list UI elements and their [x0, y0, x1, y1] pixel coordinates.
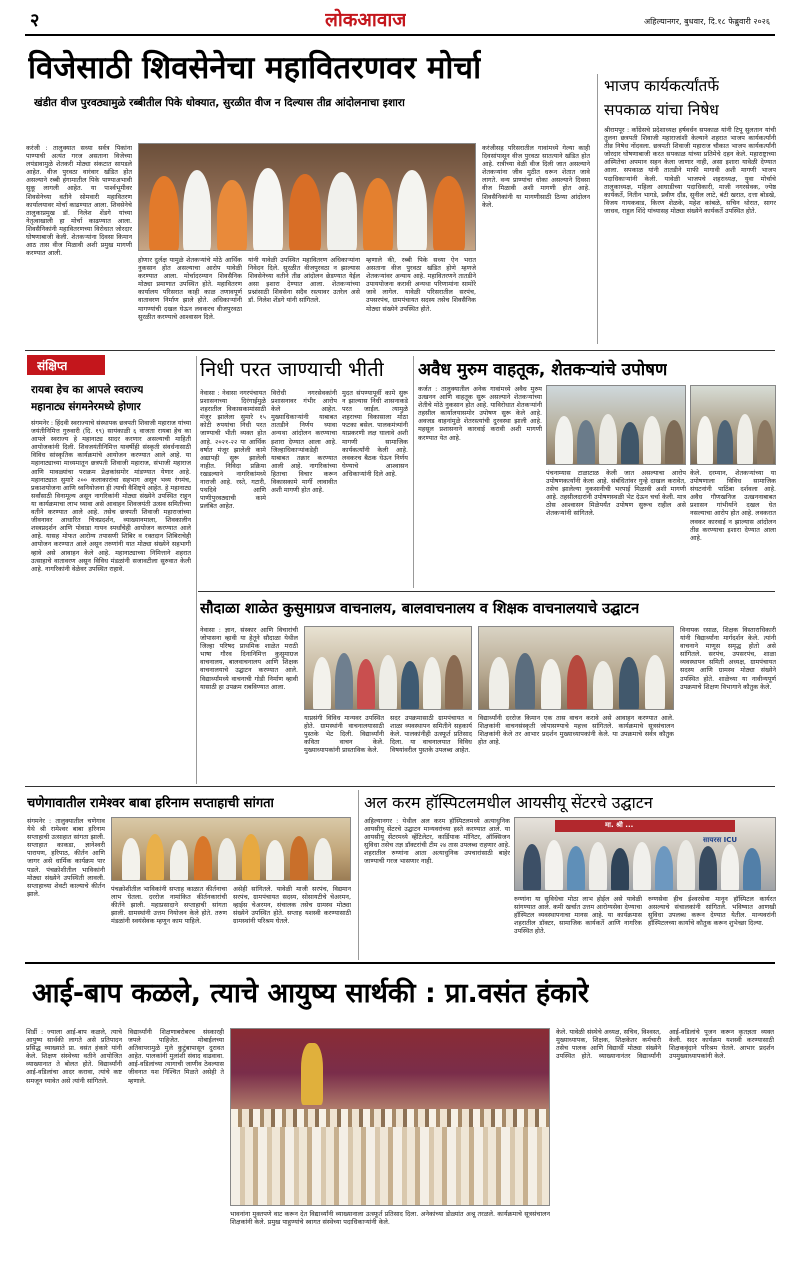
kusumagraj-col-3: सदर उपक्रमासाठी ग्रामपंचायत व शाळा व्यवस्थापन समितीने सहकार्य केले. पालकांनीही उत्स्फूर्त प्रतिसाद दिला. या वाचनालयात विविध विषयांवरील पुस्तके उपलब्ध आहेत. — [390, 714, 472, 755]
murum-col-3: केले. दरम्यान, शेतकऱ्यांच्या या उपोषणाला विविध सामाजिक संघटनांनी पाठिंबा दर्शवला आहे. अवैध गौणखनिज उत्खननाबाबत प्रशासन गांभीर्याने दखल घेत नसल्याचा आरोप होत आहे. लवकरात लवकर कारवाई न झाल्यास आंदोलन तीव्र करण्याचा इशारा देण्यात आला आहे. — [690, 469, 776, 542]
harinam-story — [25, 789, 355, 959]
bottom-col-4: केले. यावेळी संस्थेचे अध्यक्ष, सचिव, विश्वस्त, मुख्याध्यापक, शिक्षक, शिक्षकेतर कर्मचारी तसेच पालक आणि विद्यार्थी मोठ्या संख्येने उपस्थित होते. व्याख्यानानंतर विद्यार्थ्यांनी आई-वडिलांचे पूजन करून कृतज्ञता व्यक्त केली. सदर कार्यक्रम यशस्वी करण्यासाठी शिक्षकवृंदाने परिश्रम घेतले. आभार प्रदर्शन उपमुख्याध्यापकांनी केले. — [556, 1028, 774, 1061]
page-number: २ — [30, 10, 40, 31]
bjp-headline-line-1: भाजप कार्यकर्त्यांतर्फे — [604, 77, 720, 95]
stage-speaker — [301, 1043, 323, 1105]
icu-col-3: रुग्णसेवा हीच ईश्वरसेवा मानून हॉस्पिटल कार्यरत असल्याचे संचालकांनी सांगितले. भविष्यात आणखी सुविधा उपलब्ध करून देण्यात येतील. मान्यवरांनी हॉस्पिटलच्या कार्याचे कौतुक करून शुभेच्छा दिल्या. — [648, 895, 776, 928]
kusumagraj-col-1: नेवासा : ज्ञान, संस्कार आणि विचारांची जोपासना व्हावी या हेतूने सौदाळा येथील जिल्हा परिषद प्राथमिक शाळेत मराठी भाषा गौरव दिनानिमित्त कुसुमाग्रज वाचनालय, बालवाचनालय आणि शिक्षक वाचनालयाचे उद्घाटन करण्यात आले. विद्यार्थ्यांमध्ये वाचनाची गोडी निर्माण व्हावी यासाठी हा उपक्रम राबविण्यात आला. — [200, 626, 298, 691]
kusumagraj-col-4: विद्यार्थ्यांनी दररोज किमान एक तास वाचन करावे असे आवाहन करण्यात आले. शिक्षकांनी वाचनसंस्कृती जोपासण्याचे महत्त्व सांगितले. कार्यक्रमाचे सूत्रसंचालन शिक्षकांनी केले तर आभार प्रदर्शन मुख्याध्यापकांनी केले. या उपक्रमाचे सर्वत्र कौतुक होत आहे. — [478, 714, 674, 747]
kusumagraj-col-2: याप्रसंगी विविध मान्यवर उपस्थित होते. ग्रामस्थांनी वाचनालयासाठी पुस्तके भेट दिली. विद्यार्थ्यांनी कविता वाचन केले. मुख्याध्यापकांनी प्रास्ताविक केले. — [304, 714, 384, 755]
nidhi-col-2: विरोधी नगरसेवकांनी प्रशासनावर गंभीर आरोप केले आहेत. मुख्याधिकाऱ्यांनी याबाबत तातडीने निर्णय घ्यावा अन्यथा आंदोलन करण्याचा इशारा देण्यात आला आहे. जिल्हाधिकाऱ्यांकडेही याबाबत तक्रार करण्यात आली आहे. नागरिकांच्या हिताचा विचार करून विकासकामे मार्गी लावावीत अशी मागणी होत आहे. — [271, 389, 337, 495]
top-divider — [597, 74, 598, 344]
farmers-group-photo — [690, 385, 776, 465]
top-story-col-5: करंजीसह परिसरातील गावांमध्ये गेल्या काही दिवसांपासून वीज पुरवठा सातत्याने खंडित होत आहे. रात्रीच्या वेळी वीज दिली जात असल्याने शेतकऱ्यांना जीव मुठीत धरून शेतात जावे लागते. वन्य प्राण्यांचा धोका असल्याने दिवसा वीज मिळावी अशी मागणी होत आहे. शिवसैनिकांनी या मागणीसाठी ठिय्या आंदोलन केले. — [482, 144, 590, 209]
nidhi-divider — [413, 356, 414, 588]
harinam-col-3: असेही सांगितले. यावेळी माजी सरपंच, विद्यमान सरपंच, ग्रामपंचायत सदस्य, सोसायटीचे चेअरमन, व्हाईस चेअरमन, संचालक तसेच ग्रामस्थ मोठ्या संख्येने उपस्थित होते. सप्ताह यशस्वी करण्यासाठी ग्रामस्थांनी परिश्रम घेतले. — [233, 885, 351, 926]
sankshipt-divider — [196, 356, 197, 784]
icu-inauguration-photo — [514, 817, 776, 891]
murum-headline: अवैध मुरुम वाहतूक, शेतकऱ्यांचे उपोषण — [418, 360, 668, 380]
rule-4 — [25, 962, 775, 964]
bjp-story — [600, 74, 778, 350]
dateline: अहिल्यानगर, बुधवार, दि.१८ फेब्रुवारी २०२६ — [644, 17, 770, 26]
icu-signage: सायरस ICU — [703, 836, 738, 844]
sankshipt-headline-2: महानाट्य संगमनेरमध्ये होणार — [31, 401, 141, 413]
harinam-col-1: संगमनेर : तालुक्यातील चणेगाव येथे श्री रामेश्वर बाबा हरिनाम सप्ताहाची उत्साहात सांगता झाली. सप्ताहात काकडा, ज्ञानेश्वरी पारायण, हरिपाठ, कीर्तन आणि जागर असे धार्मिक कार्यक्रम पार पडले. पंचक्रोशीतील भाविकांनी मोठ्या संख्येने उपस्थिती लावली. सप्ताहाच्या शेवटी काल्याचे कीर्तन झाले. — [27, 817, 105, 898]
icu-col-1: अहिल्यानगर : येथील अल करम हॉस्पिटलमध्ये अत्याधुनिक आयसीयू सेंटरचे उद्घाटन मान्यवरांच्या हस्ते करण्यात आले. या आयसीयू सेंटरमध्ये व्हेंटिलेटर, कार्डियाक मॉनिटर, ऑक्सिजन सुविधा तसेच तज्ञ डॉक्टरांची टीम २४ तास उपलब्ध राहणार आहे. शहरातील रुग्णांना आता अत्याधुनिक उपचारांसाठी बाहेर जाण्याची गरज भासणार नाही. — [364, 817, 510, 866]
rule-2 — [198, 591, 775, 592]
bjp-body: श्रीरामपूर : काँग्रेसचे प्रदेशाध्यक्ष हर्षवर्धन सपकाळ यांनी टिपू सुलतान यांची तुलना छत्रपती शिवाजी महाराजांशी केल्याने शहरात भाजप कार्यकर्त्यांनी तीव्र निषेध नोंदवला. छत्रपती शिवाजी महाराज चौकात भाजप कार्यकर्त्यांनी जोरदार घोषणाबाजी करत सपकाळ यांच्या प्रतिमेचे दहन केले. महाराष्ट्राच्या अस्मितेचा अपमान सहन केला जाणार नाही, असा इशारा यावेळी देण्यात आला. सपकाळ यांनी तातडीने माफी मागावी अशी मागणी भाजप पदाधिकाऱ्यांनी केली. यावेळी भाजपचे शहराध्यक्ष, युवा मोर्चाचे तालुकाध्यक्ष, महिला आघाडीच्या पदाधिकारी, माजी नगरसेवक, ज्येष्ठ कार्यकर्ते, नितीन भागडे, प्रवीण दौंड, सुनील लाटे, बंटी खरात, दत्ता बोडखे, विजय गायकवाड, किरण शेळके, महेश कांबळे, सचिन थोरात, सागर जाधव, राहुल शिंदे यांच्यासह मोठ्या संख्येने कार्यकर्ते उपस्थित होते. — [604, 126, 776, 215]
kusumagraj-story — [198, 594, 778, 784]
rule-1 — [25, 350, 775, 351]
top-story-col-3: यांनी यावेळी उपस्थित महावितरण अधिकाऱ्यांना निवेदन दिले. सुरळीत वीजपुरवठा न झाल्यास शिवसेनेच्या वतीने तीव्र आंदोलन छेडण्यात येईल असा इशारा देण्यात आला. शेतकऱ्यांच्या प्रश्नांसाठी शिवसेना सदैव रस्त्यावर उतरेल असे डॉ. निलेश शेंडगे यांनी सांगितले. — [248, 256, 360, 305]
sankshipt-body: संगमनेर : हिंदवी स्वराज्याचे संस्थापक छत्रपती शिवाजी महाराज यांच्या जयंतीनिमित्त गुरुवारी (दि. १९) सायंकाळी ६ वाजता रायबा हेच का आपले स्वराज्य हे महानाट्य सादर करणार असल्याची माहिती आयोजकांनी दिली. शिवजयंतीनिमित्त यावर्षीही संस्कृती संवर्धनासाठी विविध सांस्कृतिक कार्यक्रमांचे आयोजन करण्यात आले आहे. या महानाट्याच्या माध्यमातून छत्रपती शिवाजी महाराज, संभाजी महाराज आणि मावळ्यांचा पराक्रम प्रेक्षकांसमोर मांडण्यात येणार आहे. महानाट्यात सुमारे २०० कलाकारांचा सहभाग असून भव्य रंगमंच, प्रकाशयोजना आणि ध्वनियोजना ही त्याची वैशिष्ट्ये आहेत. हे महानाट्य सर्वांसाठी विनामूल्य असून नागरिकांनी मोठ्या संख्येने उपस्थित राहून या कार्यक्रमाचा लाभ घ्यावा असे आवाहन शिवजयंती उत्सव समितीच्या वतीने करण्यात आले आहे. तसेच छत्रपती शिवाजी महाराजांच्या जीवनावर आधारित चित्रप्रदर्शन, व्याख्यानमाला, शिवकालीन शस्त्रप्रदर्शन आणि पोवाडा गायन स्पर्धांचेही आयोजन करण्यात आले आहे. यासह मोफत आरोग्य तपासणी शिबिर व रक्तदान शिबिराचेही आयोजन करण्यात आले असून तरुणांनी यात मोठ्या संख्येने सहभागी व्हावे असे आवाहन केले आहे. महानाट्याच्या निमित्ताने शहरात उत्साहाचे वातावरण असून विविध मंडळांनी सजावटीला सुरुवात केली आहे. नागरिकांनी वेळेवर उपस्थित राहावे. — [31, 419, 191, 573]
saptah-felicitation-photo — [111, 817, 351, 881]
sankshipt-box — [25, 353, 194, 785]
nidhi-story — [198, 353, 410, 591]
murum-story — [416, 353, 778, 591]
top-story-col-4: म्हणाले की, रब्बी पिके सध्या ऐन भरात असताना वीज पुरवठा खंडित होणे म्हणजे शेतकऱ्यांवर अन्याय आहे. महावितरणने तातडीने उपाययोजना करावी अन्यथा परिणामांना सामोरे जावे लागेल. यावेळी परिसरातील सरपंच, उपसरपंच, ग्रामपंचायत सदस्य तसेच शिवसैनिक मोठ्या संख्येने उपस्थित होते. — [366, 256, 476, 313]
icu-col-2: रुग्णांना या सुविधेचा मोठा लाभ होईल असे यावेळी सांगण्यात आले. कमी खर्चात उत्तम आरोग्यसेवा देण्याचा हॉस्पिटल व्यवस्थापनाचा मानस आहे. या कार्यक्रमास शहरातील डॉक्टर, सामाजिक कार्यकर्ते आणि नागरिक उपस्थित होते. — [514, 895, 642, 936]
bottom-story — [22, 966, 778, 1266]
lecture-audience-photo — [230, 1028, 550, 1206]
top-story-col-2: होणार दुर्लक्ष यामुळे शेतकऱ्यांचे मोठे आर्थिक नुकसान होत असल्याचा आरोप यावेळी करण्यात आला. मोर्चादरम्यान शिवसैनिक मोठ्या प्रमाणात उपस्थित होते. महावितरण कार्यालय परिसरात काही काळ तणावपूर्ण वातावरण निर्माण झाले होते. अधिकाऱ्यांनी मागण्यांची दखल घेऊन लवकरच वीजपुरवठा सुरळीत करण्याचे आश्वासन दिले. — [138, 256, 242, 321]
bjp-headline-line-2: सपकाळ यांचा निषेध — [604, 101, 719, 119]
bottom-col-3: भावनांना मुक्तपणे वाट करून देत विद्यार्थ्यांनी व्याख्यानाला उत्स्फूर्त प्रतिसाद दिला. अनेकांच्या डोळ्यांत अश्रू तरळले. कार्यक्रमाचे सूत्रसंचालन शिक्षकांनी केले. प्रमुख पाहुण्यांचे स्वागत संस्थेच्या पदाधिकाऱ्यांनी केले. — [230, 1210, 550, 1227]
sankshipt-label: संक्षिप्त — [37, 359, 68, 373]
bottom-headline: आई-बाप कळले, त्याचे आयुष्य सार्थकी : प्रा.वसंत हंकारे — [32, 978, 589, 1009]
nidhi-headline: निधी परत जाण्याची भीती — [200, 357, 384, 381]
icu-banner — [555, 820, 735, 832]
sankshipt-headline-1: रायबा हेच का आपले स्वराज्य — [31, 384, 144, 396]
masthead — [0, 0, 800, 38]
harinam-divider — [358, 790, 359, 960]
bottom-col-1: शिर्डी : ज्याला आई-बाप कळले, त्याचे आयुष्य सार्थकी लागते असे प्रतिपादन प्रसिद्ध व्याख्याते प्रा. वसंत हंकारे यांनी केले. शिक्षण संस्थेच्या वतीने आयोजित व्याख्यानात ते बोलत होते. विद्यार्थ्यांनी आई-वडिलांचा आदर करावा, त्यांचे कष्ट समजून घ्यावेत असे त्यांनी सांगितले. — [26, 1028, 122, 1085]
top-story-col-1: करंजी : तालुक्यात सध्या सर्वत्र पिकांना पाण्याची अत्यंत गरज असताना विजेच्या लपंडावामुळे शेतकरी मोठ्या संकटात सापडले आहेत. वीज पुरवठा वारंवार खंडित होत असल्याने रब्बी हंगामातील पिके पाण्याअभावी सुकू लागली आहेत. या पार्श्वभूमीवर शिवसेनेच्या वतीने सोमवारी महावितरण कार्यालयावर मोर्चा काढण्यात आला. शिवसेनेचे तालुकाप्रमुख डॉ. निलेश शेंडगे यांच्या नेतृत्वाखाली हा मोर्चा काढण्यात आला. शिवसैनिकांनी महावितरणच्या विरोधात जोरदार घोषणाबाजी केली. शेतकऱ्यांना दिवसा किमान आठ तास वीज मिळावी अशी प्रमुख मागणी करण्यात आली. — [26, 144, 132, 258]
murum-col-1: कर्जत : तालुक्यातील अनेक गावांमध्ये अवैध मुरुम उत्खनन आणि वाहतूक सुरू असल्याने शेतकऱ्यांच्या शेतीचे मोठे नुकसान होत आहे. याविरोधात शेतकऱ्यांनी तहसील कार्यालयासमोर उपोषण सुरू केले आहे. अवजड वाहनांमुळे शेतरस्त्यांची दुरवस्था झाली आहे. महसूल प्रशासनाने कारवाई करावी अशी मागणी करण्यात येत आहे. — [418, 385, 542, 442]
newspaper-logo: लोकआवाज — [325, 9, 407, 31]
top-story-headline: विजेसाठी शिवसेनेचा महावितरणवर मोर्चा — [28, 50, 482, 86]
kusumagraj-headline: सौदाळा शाळेत कुसुमाग्रज वाचनालय, बालवाचनालय व शिक्षक वाचनालयाचे उद्घाटन — [200, 601, 640, 617]
icu-headline: अल करम हॉस्पिटलमधील आयसीयू सेंटरचे उद्घाटन — [364, 793, 653, 812]
rule-3 — [25, 786, 775, 787]
harinam-headline: चणेगावातील रामेश्वर बाबा हरिनाम सप्ताहाची सांगता — [27, 796, 274, 811]
nidhi-col-1: नेवासा : नेवासा नगरपंचायत प्रशासनाच्या दिरंगाईमुळे शहरातील विकासकामांसाठी मंजूर झालेला सुमारे १५ कोटी रुपयांचा निधी परत जाण्याची भीती व्यक्त होत आहे. २०२१-२२ या आर्थिक वर्षात मंजूर झालेली कामे अद्यापही सुरू झालेली नाहीत. निविदा प्रक्रिया रखडल्याने नागरिकांमध्ये नाराजी आहे. रस्ते, गटारी, पथदिवे आणि पाणीपुरवठ्याची कामे प्रलंबित आहेत. — [200, 389, 266, 511]
library-inauguration-photo-1 — [304, 626, 472, 710]
bottom-col-2: विद्यार्थ्यांनी शिक्षणाबरोबरच संस्कारही जपले पाहिजेत. मोबाईलच्या अतिवापरामुळे मुले कुटुंबापासून दुरावत आहेत. पालकांनी मुलांशी संवाद वाढवावा. आई-वडिलांच्या त्यागाची जाणीव ठेवल्यास जीवनात यश निश्चित मिळते असेही ते म्हणाले. — [128, 1028, 224, 1085]
icu-banner-text: मा. श्री ... — [605, 821, 634, 829]
top-story-subhead: खंडीत वीज पुरवठ्यामुळे रब्बीतील पिके धोक्यात, सुरळीत वीज न दिल्यास तीव्र आंदोलनाचा इशारा — [34, 97, 405, 109]
top-story — [22, 40, 594, 350]
library-inauguration-photo-2 — [478, 626, 674, 710]
murum-col-2: पंचनाम्यास टाळाटाळ केली जात असल्याचा आरोप उपोषणकर्त्यांनी केला आहे. संबंधितांवर गुन्हे दाखल करावेत, तसेच झालेल्या नुकसानीची भरपाई मिळावी अशी मागणी आहे. तहसीलदारांनी उपोषणस्थळी भेट देऊन चर्चा केली. मात्र ठोस आश्वासन मिळेपर्यंत उपोषण सुरूच राहील असे शेतकऱ्यांनी सांगितले. — [546, 469, 686, 518]
masthead-rule — [25, 34, 775, 36]
harinam-col-2: पंचक्रोशीतील भाविकांनी सप्ताह काळात कीर्तनाचा लाभ घेतला. दररोज नामांकित कीर्तनकारांची कीर्तने झाली. महाप्रसादाने सप्ताहाची सांगता झाली. ग्रामस्थांनी उत्तम नियोजन केले होते. तरुण मंडळांनी स्वयंसेवक म्हणून काम पाहिले. — [111, 885, 227, 926]
farmers-hunger-strike-photo — [546, 385, 686, 465]
nidhi-col-3: मुदत संपण्यापूर्वी कामे सुरू न झाल्यास निधी शासनाकडे परत जाईल. त्यामुळे शहराच्या विकासाला मोठा फटका बसेल. पालकमंत्र्यांनी याप्रकरणी लक्ष घालावे अशी मागणी सामाजिक कार्यकर्त्यांनी केली आहे. लवकरच बैठक घेऊन निर्णय घेण्याचे आश्वासन अधिकाऱ्यांनी दिले आहे. — [342, 389, 408, 478]
icu-story — [360, 789, 778, 959]
shivsena-march-photo — [138, 143, 476, 251]
kusumagraj-col-5: विनायक रसाळ, शिक्षक विस्ताराधिकारी यांनी विद्यार्थ्यांना मार्गदर्शन केले. त्यांनी वाचनाने माणूस समृद्ध होतो असे सांगितले. सरपंच, उपसरपंच, शाळा व्यवस्थापन समिती अध्यक्ष, ग्रामपंचायत सदस्य आणि ग्रामस्थ मोठ्या संख्येने उपस्थित होते. शाळेच्या या नावीन्यपूर्ण उपक्रमाचे शिक्षण विभागाने कौतुक केले. — [680, 626, 776, 691]
